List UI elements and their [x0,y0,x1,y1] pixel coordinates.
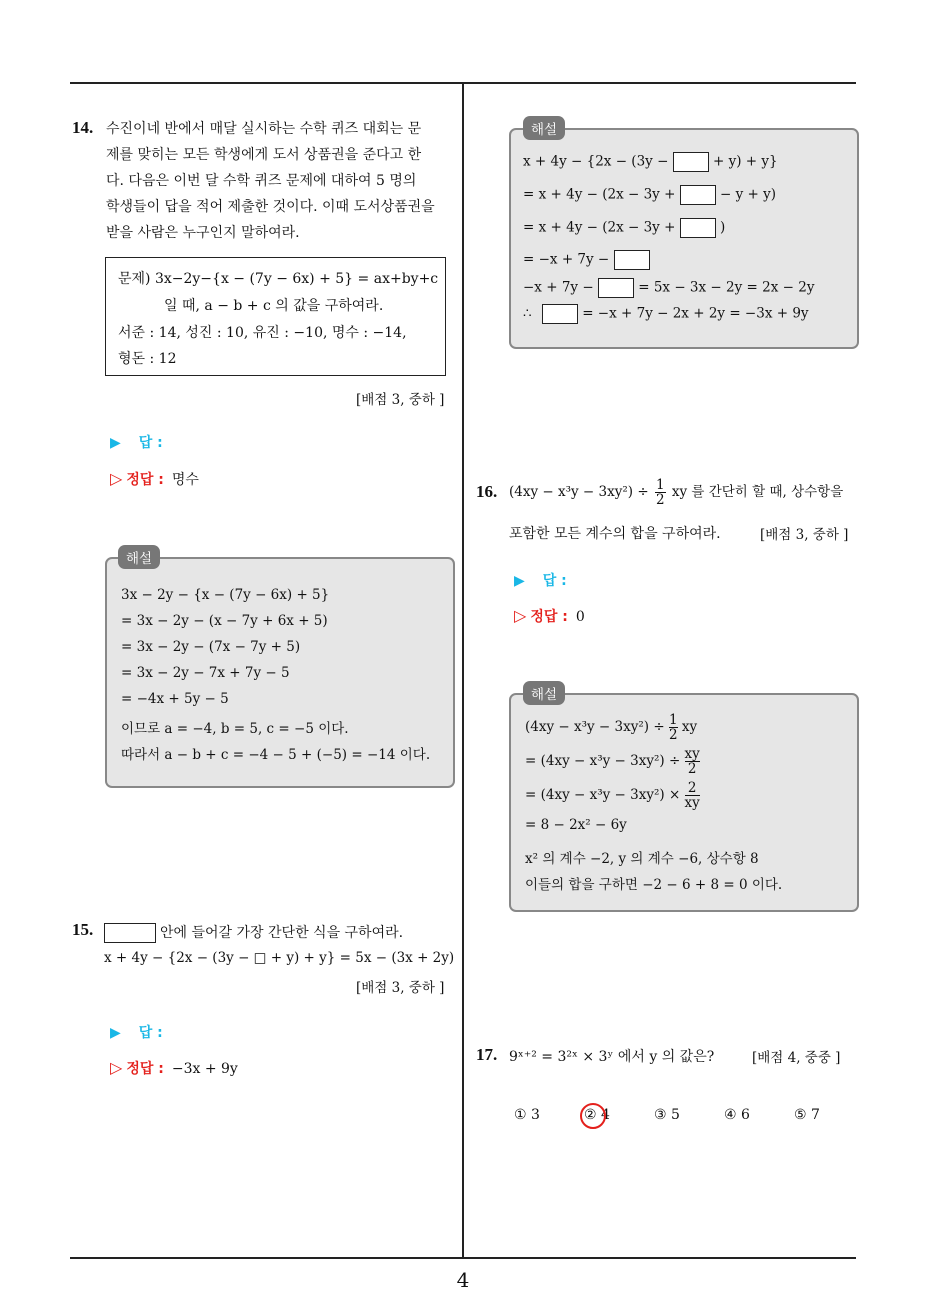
expl-line [523,218,725,238]
play-triangle-icon: ▶ [110,1025,121,1041]
q14-text-line: 제를 맞히는 모든 학생에게 도서 상품권을 준다고 한 [106,147,422,163]
q14-text-line: 학생들이 답을 적어 제출한 것이다. 이때 도서상품권을 [106,199,435,215]
expl-text: xy [681,719,698,735]
fraction-numerator: 1 [655,477,665,493]
expl-line [525,781,700,810]
q14-meta: [배점 3, 중하 ] [356,392,445,408]
correct-value: −3x + 9y [171,1061,238,1077]
choice-3[interactable]: ③ 5 [654,1107,680,1123]
expl-line: = 3x − 2y − (x − 7y + 6x + 5) [121,613,328,629]
expl-line [523,250,650,270]
q14-box-line: 일 때, a − b + c 의 값을 구하여라. [164,298,384,314]
expl-text: = x + 4y − (2x − 3y + [523,186,676,203]
q15-text-after-blank: 안에 들어갈 가장 간단한 식을 구하여라. [160,925,404,941]
outline-triangle-icon: ▷ [514,606,527,625]
q16-meta: [배점 3, 중하 ] [760,527,849,543]
correct-label: 정답 : [126,1061,164,1077]
choice-5[interactable]: ⑤ 7 [794,1107,820,1123]
fraction-numerator: 1 [668,712,678,728]
blank-box [680,218,716,238]
q16-text-line-1 [509,478,843,507]
fraction [669,713,678,742]
blank-box [673,152,709,172]
q15-equation: x + 4y − {2x − (3y − □ + y) + y} = 5x − (3x + 2y) [104,950,455,966]
expl-text: = −x + 7y − 2x + 2y = −3x + 9y [582,305,809,322]
q14-answer-label [110,432,163,452]
q15-correct [110,1058,238,1078]
bottom-rule [70,1257,856,1259]
q17-text: 9ˣ⁺² = 3²ˣ × 3ʸ 에서 y 의 값은? [509,1049,715,1065]
blank-box [542,304,578,324]
expl-line: 3x − 2y − {x − (7y − 6x) + 5} [121,587,330,603]
choice-1[interactable]: ① 3 [514,1107,540,1123]
q15-explanation-box [509,128,859,349]
q16-text-line-2: 포함한 모든 계수의 합을 구하여라. [509,526,721,542]
blank-box [614,250,650,270]
q14-problem-box [105,257,446,376]
expl-text: ) [720,219,726,236]
blank-box [680,185,716,205]
correct-value: 명수 [171,472,199,488]
q14-correct [110,469,199,489]
selected-answer-circle-icon [580,1103,606,1129]
correct-label: 정답 : [126,472,164,488]
q14-text-line: 받을 사람은 누구인지 말하여라. [106,225,300,241]
q14-text [106,116,458,246]
fraction-denominator: xy [684,795,700,811]
choice-2[interactable]: ② 4 [584,1107,610,1123]
expl-text: = (4xy − x³y − 3xy²) × [525,787,681,803]
expl-line [523,304,809,324]
q16-explanation-tag: 해설 [523,681,565,705]
expl-line: = 3x − 2y − (7x − 7y + 5) [121,639,301,655]
expl-text: + y) + y} [712,153,778,170]
fraction [685,781,700,810]
expl-line: 따라서 a − b + c = −4 − 5 + (−5) = −14 이다. [121,747,431,763]
q14-box-line: 형돈 : 12 [118,351,177,367]
q14-number: 14. [72,118,94,137]
answer-label-text: 답 : [138,435,163,451]
answer-label-text: 답 : [542,573,567,589]
expl-line: = 8 − 2x² − 6y [525,817,627,833]
q15-meta: [배점 3, 중하 ] [356,980,445,996]
expl-line: x² 의 계수 −2, y 의 계수 −6, 상수항 8 [525,851,759,867]
answer-blank-box [104,923,156,943]
expl-line: 이들의 합을 구하면 −2 − 6 + 8 = 0 이다. [525,877,783,893]
expl-text: (4xy − x³y − 3xy²) ÷ [525,719,665,735]
correct-value: 0 [575,609,585,625]
q16-explanation-box [509,693,859,912]
column-divider [462,83,464,1258]
q14-box-line: 서준 : 14, 성진 : 10, 유진 : −10, 명수 : −14, [118,325,407,341]
outline-triangle-icon: ▷ [110,469,123,488]
q14-explanation-tag: 해설 [118,545,160,569]
page-number: 4 [456,1268,470,1292]
outline-triangle-icon: ▷ [110,1058,123,1077]
expl-text: = 5x − 3x − 2y = 2x − 2y [638,279,815,296]
play-triangle-icon: ▶ [110,435,121,451]
expl-text: − y + y) [720,186,777,203]
expl-line [525,747,700,776]
blank-box [598,278,634,298]
q16-text: xy 를 간단히 할 때, 상수항을 [671,484,844,500]
fraction-numerator: xy [684,746,700,762]
q15-answer-label [110,1022,163,1042]
q14-explanation-box [105,557,455,788]
q14-text-line: 수진이네 반에서 매달 실시하는 수학 퀴즈 대회는 문 [106,121,422,137]
fraction-denominator: 2 [687,761,697,777]
answer-label-text: 답 : [138,1025,163,1041]
q17-number: 17. [476,1045,498,1064]
q15-text [104,920,403,946]
expl-line [523,152,778,172]
q17-meta: [배점 4, 중중 ] [752,1050,841,1066]
expl-line [523,278,814,298]
fraction-denominator: 2 [655,492,665,508]
q15-number: 15. [72,920,94,939]
fraction-numerator: 2 [685,781,700,796]
fraction-denominator: 2 [668,727,678,743]
expl-text: = −x + 7y − [523,251,610,268]
expl-line: = −4x + 5y − 5 [121,691,229,707]
correct-label: 정답 : [530,609,568,625]
expl-text: x + 4y − {2x − (3y − [523,153,669,170]
expl-line: 이므로 a = −4, b = 5, c = −5 이다. [121,721,349,737]
q14-text-line: 다. 다음은 이번 달 수학 퀴즈 문제에 대하여 5 명의 [106,173,417,189]
expl-text: = x + 4y − (2x − 3y + [523,219,676,236]
q16-correct [514,606,585,626]
q16-number: 16. [476,482,498,501]
choice-4[interactable]: ④ 6 [724,1107,750,1123]
expl-text: −x + 7y − [523,279,594,296]
expl-text: = (4xy − x³y − 3xy²) ÷ [525,753,681,769]
play-triangle-icon: ▶ [514,573,525,589]
q14-box-line: 문제) 3x−2y−{x − (7y − 6x) + 5} = ax+by+c [118,271,439,287]
q16-answer-label [514,570,567,590]
fraction [685,747,700,776]
q16-text: (4xy − x³y − 3xy²) ÷ [509,484,649,500]
expl-line [523,185,776,205]
q15-explanation-tag: 해설 [523,116,565,140]
expl-line [525,713,697,742]
fraction [655,478,666,507]
expl-line: = 3x − 2y − 7x + 7y − 5 [121,665,290,681]
therefore-symbol: ∴ [523,305,532,322]
